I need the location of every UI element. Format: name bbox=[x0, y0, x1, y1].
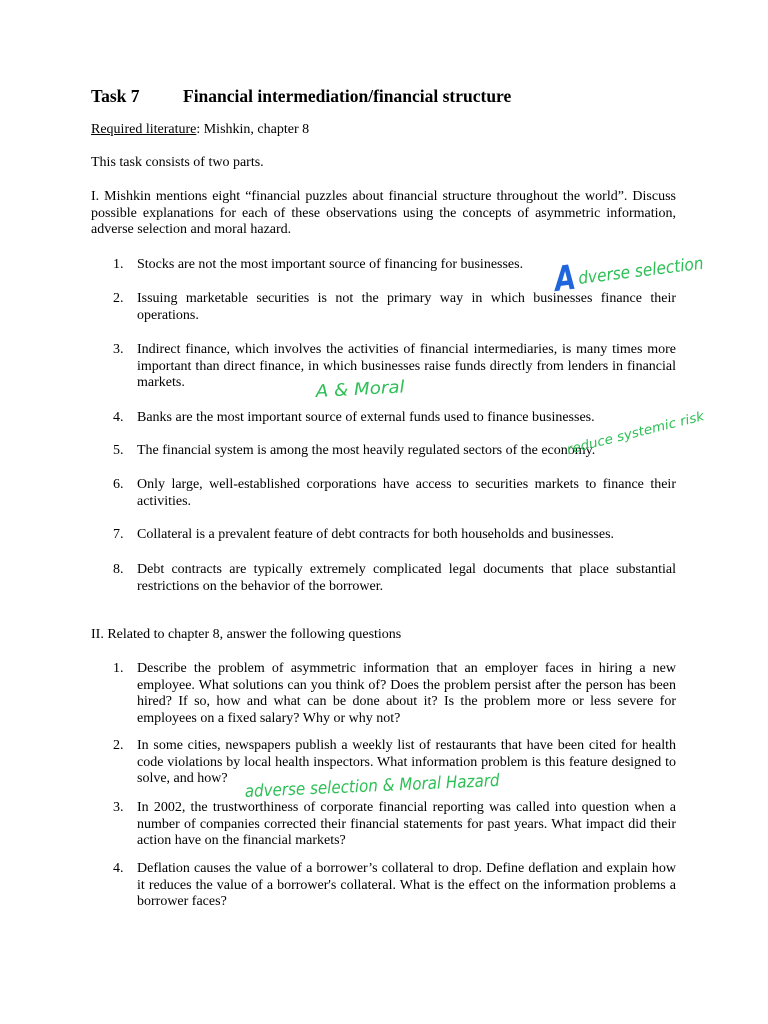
list-item-line: Indirect finance, which involves the activities of financial intermediaries, is many times more bbox=[137, 342, 676, 357]
paragraph-line: I. Mishkin mentions eight “financial puzzles about financial structure throughout the world”. Discuss bbox=[91, 189, 676, 204]
list-item-line: Stocks are not the most important source of financing for businesses. bbox=[137, 257, 524, 272]
annotation-a-and-moral: A & Moral bbox=[315, 377, 400, 402]
question-text bbox=[137, 738, 676, 788]
question-line: solve, and how? bbox=[137, 771, 228, 786]
list-item-line: Debt contracts are typically extremely complicated legal documents that place substantial bbox=[137, 562, 676, 577]
annotation-adverse-selection: dverse selection bbox=[577, 252, 719, 289]
list-item bbox=[91, 443, 676, 460]
question-item bbox=[91, 738, 676, 788]
paragraph-line: This task consists of two parts. bbox=[91, 155, 264, 170]
paragraph-line: possible explanations for each of these observations using the concepts of asymmetric information, bbox=[91, 205, 676, 221]
required-literature bbox=[91, 122, 676, 139]
question-line: employee. What solutions can you think of? Does the problem persist after the person has been bbox=[137, 677, 676, 693]
intro-paragraph bbox=[91, 155, 676, 172]
question-item bbox=[91, 861, 676, 911]
list-number: 2. bbox=[113, 291, 124, 306]
list-item bbox=[91, 342, 676, 392]
question-line: hired? If so, how and what can be done about it? Is the problem more or less severe for bbox=[137, 694, 676, 709]
literature-text: : Mishkin, chapter 8 bbox=[196, 122, 310, 137]
list-number: 5. bbox=[113, 443, 124, 458]
list-number: 4. bbox=[113, 410, 124, 425]
list-item-text bbox=[137, 527, 676, 544]
list-item-line: restrictions on the behavior of the borrower. bbox=[137, 578, 384, 594]
task-title: Financial intermediation/financial structure bbox=[183, 86, 512, 106]
list-item-line: Banks are the most important source of external funds used to finance businesses. bbox=[137, 410, 595, 425]
question-line: In 2002, the trustworthiness of corporate financial reporting was called into question when a bbox=[137, 800, 676, 815]
question-item bbox=[91, 800, 676, 850]
question-number: 2. bbox=[113, 738, 124, 753]
paragraph-line: adverse selection and moral hazard. bbox=[91, 222, 292, 237]
list-item-text bbox=[137, 562, 676, 595]
task-label: Task 7 bbox=[91, 86, 140, 106]
list-item bbox=[91, 410, 676, 427]
literature-label: Required literature bbox=[91, 122, 197, 137]
list-number: 8. bbox=[113, 562, 124, 577]
question-text bbox=[137, 800, 676, 850]
question-line: Describe the problem of asymmetric information that an employer faces in hiring a new bbox=[137, 661, 676, 676]
list-item-text bbox=[137, 291, 676, 324]
list-number: 7. bbox=[113, 527, 124, 542]
list-item-line: markets. bbox=[137, 375, 185, 390]
question-line: borrower faces? bbox=[137, 894, 227, 909]
list-item-text bbox=[137, 342, 676, 392]
question-number: 1. bbox=[113, 661, 124, 676]
list-number: 6. bbox=[113, 477, 124, 492]
question-line: it reduces the value of a borrower's collateral. What is the effect on the information problems a bbox=[137, 877, 676, 893]
list-item-text bbox=[137, 410, 676, 427]
question-number: 4. bbox=[113, 861, 124, 876]
question-line: code violations by local health inspectors. What information problem is this feature designed to bbox=[137, 754, 676, 770]
list-item-line: The financial system is among the most heavily regulated sectors of the economy. bbox=[137, 443, 596, 458]
paragraph-line: II. Related to chapter 8, answer the following questions bbox=[91, 627, 402, 642]
list-item bbox=[91, 562, 676, 595]
question-text bbox=[137, 661, 676, 727]
list-item-line: important than direct finance, in which businesses raise funds directly from lenders in financial bbox=[137, 358, 676, 374]
list-item bbox=[91, 291, 676, 324]
question-line: action have on the financial markets? bbox=[137, 833, 346, 848]
list-item-line: operations. bbox=[137, 307, 199, 323]
question-line: number of companies corrected their financial statements for past years. What impact did their bbox=[137, 816, 676, 832]
question-line: employees on a fixed salary? Why or why not? bbox=[137, 710, 401, 726]
list-number: 1. bbox=[113, 257, 124, 272]
task-heading bbox=[91, 86, 676, 107]
list-item-text bbox=[137, 443, 676, 460]
list-item-line: Only large, well-established corporations have access to securities markets to finance their bbox=[137, 477, 676, 492]
literature-line bbox=[91, 122, 676, 139]
list-item-text bbox=[137, 477, 676, 510]
list-item-line: Collateral is a prevalent feature of debt contracts for both households and businesses. bbox=[137, 527, 615, 542]
list-item-line: activities. bbox=[137, 493, 192, 509]
question-line: Deflation causes the value of a borrower’s collateral to drop. Define deflation and explain how bbox=[137, 861, 676, 876]
question-text bbox=[137, 861, 676, 911]
annotation-adverse-moral-hazard: adverse selection & Moral Hazard bbox=[244, 769, 532, 802]
list-item bbox=[91, 527, 676, 544]
part-two-heading bbox=[91, 627, 676, 644]
list-item bbox=[91, 477, 676, 510]
list-item-text bbox=[137, 257, 676, 274]
question-line: In some cities, newspapers publish a weekly list of restaurants that have been cited for health bbox=[137, 738, 676, 753]
annotation-systemic-risk: reduce systemic risk bbox=[565, 410, 700, 458]
list-item bbox=[91, 257, 676, 274]
annotation-adverse-initial: A bbox=[552, 257, 584, 300]
part-one-intro bbox=[91, 189, 676, 239]
question-number: 3. bbox=[113, 800, 124, 815]
list-item-line: Issuing marketable securities is not the primary way in which businesses finance their bbox=[137, 291, 676, 306]
question-item bbox=[91, 661, 676, 727]
list-number: 3. bbox=[113, 342, 124, 357]
